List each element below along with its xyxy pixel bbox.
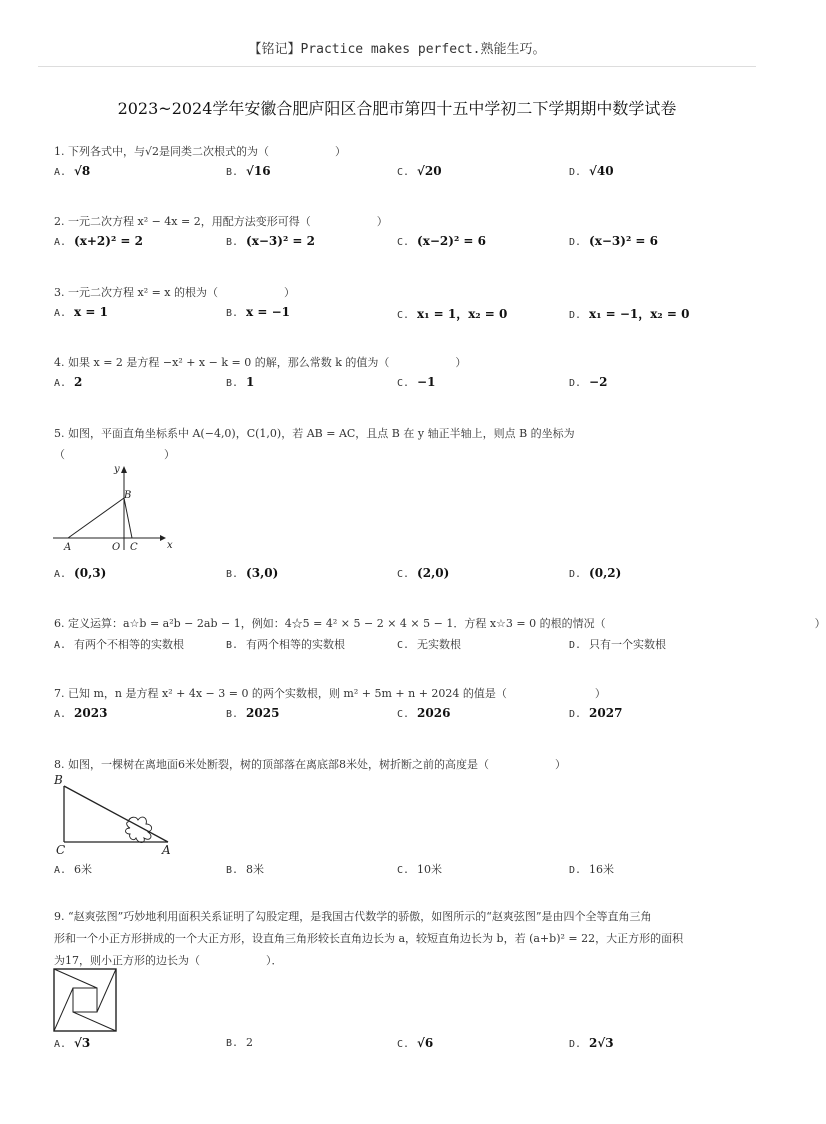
option-d[interactable]: D. 只有一个实数根 <box>569 638 667 651</box>
svg-text:A: A <box>64 542 72 553</box>
svg-text:B: B <box>54 773 63 787</box>
question-3-stem: 3. 一元二次方程 x² = x 的根为（ ） <box>54 286 296 299</box>
question-9-line-2: 形和一个小正方形拼成的一个大正方形，设直角三角形较长直角边长为 a，较短直角边长为 b，若 (a+b)² = 22，大正方形的面积 <box>54 932 684 945</box>
option-c[interactable]: C. √6 <box>397 1036 434 1050</box>
page-header-motto: 【铭记】Practice makes perfect.熟能生巧。 <box>248 42 546 57</box>
question-9-stem <box>54 906 744 972</box>
question-5-answer-blank: （ ） <box>54 448 175 461</box>
option-d[interactable]: D. 16米 <box>569 863 615 876</box>
question-2-options <box>54 234 744 250</box>
question-6-options <box>54 636 744 652</box>
option-b[interactable]: B. 1 <box>226 375 255 389</box>
option-c[interactable]: C. 2026 <box>397 706 451 720</box>
question-9-line-3: 为17，则小正方形的边长为（ ）． <box>54 954 283 967</box>
option-a[interactable]: A. 有两个不相等的实数根 <box>54 638 185 651</box>
question-1-options <box>54 164 744 180</box>
question-7-options <box>54 706 744 722</box>
option-a[interactable]: A. √8 <box>54 164 91 178</box>
option-d[interactable]: D. 2027 <box>569 706 623 720</box>
svg-text:B: B <box>124 490 132 501</box>
option-a[interactable]: A. 2023 <box>54 706 108 720</box>
option-a[interactable]: A. x = 1 <box>54 305 108 319</box>
svg-text:C: C <box>130 542 138 553</box>
option-c[interactable]: C. 10米 <box>397 863 443 876</box>
option-a[interactable]: A. (x+2)² = 2 <box>54 234 143 248</box>
option-d[interactable]: D. 2√3 <box>569 1036 614 1050</box>
option-b[interactable]: B. 2 <box>226 1036 254 1049</box>
option-a[interactable]: A. (0,3) <box>54 566 107 580</box>
page-title: 2023~2024学年安徽合肥庐阳区合肥市第四十五中学初二下学期期中数学试卷 <box>117 99 677 118</box>
question-5-coordinate-figure <box>50 462 173 554</box>
option-b[interactable]: B. 2025 <box>226 706 280 720</box>
question-7-stem: 7. 已知 m，n 是方程 x² + 4x − 3 = 0 的两个实数根，则 m² + 5m + n + 2024 的值是（ ） <box>54 687 606 700</box>
question-8-stem: 8. 如图，一棵树在离地面6米处断裂，树的顶部落在离底部8米处，树折断之前的高度是（ ） <box>54 758 566 771</box>
question-3-options <box>54 305 744 321</box>
question-1-stem: 1. 下列各式中，与√2是同类二次根式的为（ ） <box>54 145 346 158</box>
svg-text:O: O <box>112 542 121 553</box>
question-6-stem: 6. 定义运算：a☆b = a²b − 2ab − 1，例如：4☆5 = 4² × 5 − 2 × 4 × 5 − 1．方程 x☆3 = 0 的根的情况（ ） <box>54 617 826 630</box>
option-d[interactable]: D. x₁ = −1，x₂ = 0 <box>569 307 690 321</box>
question-5-stem: 5. 如图，平面直角坐标系中 A(−4,0)，C(1,0)，若 AB = AC，且点 B 在 y 轴正半轴上，则点 B 的坐标为 <box>54 427 575 440</box>
question-9-zhao-shuang-figure <box>53 968 117 1032</box>
question-9-options <box>54 1036 744 1052</box>
option-b[interactable]: B. (x−3)² = 2 <box>226 234 315 248</box>
question-9-line-1: 9. “赵爽弦图”巧妙地利用面积关系证明了勾股定理，是我国古代数学的骄傲，如图所示的“赵爽弦图”是由四个全等直角三角 <box>54 910 652 923</box>
question-8-broken-tree-figure <box>50 772 180 858</box>
option-d[interactable]: D. (0,2) <box>569 566 622 580</box>
option-a[interactable]: A. √3 <box>54 1036 91 1050</box>
svg-text:x: x <box>167 540 173 551</box>
option-c[interactable]: C. √20 <box>397 164 442 178</box>
option-a[interactable]: A. 6米 <box>54 863 93 876</box>
svg-text:A: A <box>162 843 171 857</box>
option-a[interactable]: A. 2 <box>54 375 83 389</box>
option-c[interactable]: C. x₁ = 1，x₂ = 0 <box>397 307 508 321</box>
option-b[interactable]: B. √16 <box>226 164 271 178</box>
option-c[interactable]: C. (2,0) <box>397 566 450 580</box>
question-5-options <box>54 566 744 582</box>
option-c[interactable]: C. 无实数根 <box>397 638 462 651</box>
option-d[interactable]: D. −2 <box>569 375 608 389</box>
option-b[interactable]: B. 有两个相等的实数根 <box>226 638 346 651</box>
option-b[interactable]: B. (3,0) <box>226 566 279 580</box>
header-divider <box>38 66 756 67</box>
option-c[interactable]: C. (x−2)² = 6 <box>397 234 486 248</box>
option-c[interactable]: C. −1 <box>397 375 436 389</box>
question-4-stem: 4. 如果 x = 2 是方程 −x² + x − k = 0 的解，那么常数 k 的值为（ ） <box>54 356 467 369</box>
svg-text:C: C <box>56 843 66 857</box>
option-b[interactable]: B. x = −1 <box>226 305 291 319</box>
question-8-options <box>54 861 744 877</box>
option-b[interactable]: B. 8米 <box>226 863 265 876</box>
option-d[interactable]: D. √40 <box>569 164 614 178</box>
svg-text:y: y <box>114 464 120 475</box>
option-d[interactable]: D. (x−3)² = 6 <box>569 234 658 248</box>
question-2-stem: 2. 一元二次方程 x² − 4x = 2，用配方法变形可得（ ） <box>54 215 388 228</box>
question-4-options <box>54 375 744 391</box>
